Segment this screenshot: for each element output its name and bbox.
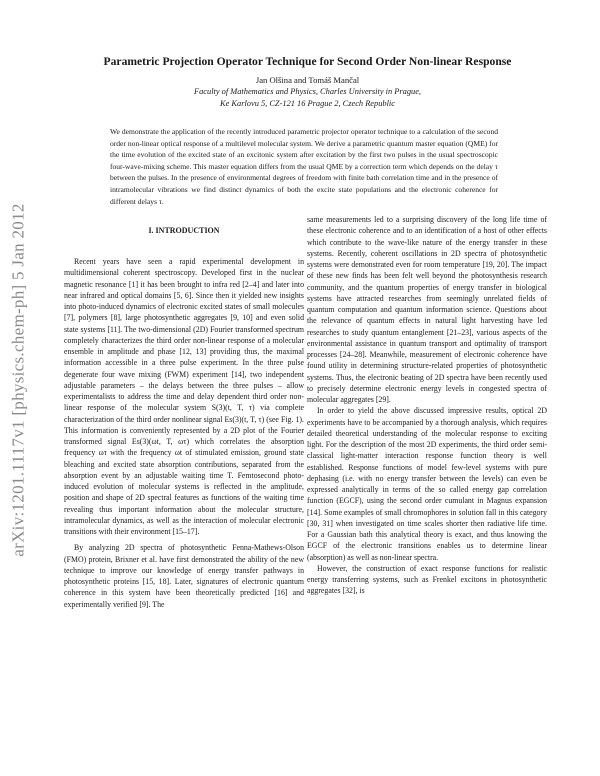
paragraph: In order to yield the above discussed impressive results, optical 2D experiments have to be accompanied by a thorough analysis, which requires detailed theoretical understanding of the molecular response to exciting light. For the description of the most 2D experiments, the third order semi-classical light-matter interaction response function theory is well established. Response functions of model few-level systems with pure dephasing (i.e. with no energy transfer between the levels) can even be expressed analytically in terms of the so called energy gap correlation function (EGCF), using the second order cumulant in Magnus expansion [14]. Some examples of small chromophores in solution fall in this category [30, 31] when investigated on time scales shorter then radiative life time. For a Gaussian bath this analytical theory is exact, and thus knowing the EGCF of the electronic transitions enables us to determine linear (absorption) as well as non-linear spectra. — [307, 406, 547, 562]
paragraph: Recent years have seen a rapid experimental development in multidimensional coherent spectroscopy. Developed first in the nuclear magnetic resonance [1] it has been brought to infra red [2–4] and later into near infrared and optical domains [5, 6]. Since then it yielded new insights into photo-induced dynamics of electronic excited states of small molecules [7], polymers [8], large photosynthetic aggregates [9, 10] and even solid state systems [11]. The two-dimensional (2D) Fourier transformed spectrum completely characterizes the third order non-linear response of a molecular ensemble in amplitude and phase [12, 13] providing thus, the maximal information accessible in a three pulse experiment. In the three pulse degenerate four wave mixing (FWM) experiment [14], two independent adjustable parameters – the delays between the three pulses – allow experimentalists to address the time and delay dependent third order non-linear response of the molecular system S(3)(t, T, τ) via complete characterization of the third order nonlinear signal Es(3)(t, T, τ) (see Fig. 1). This information is conveniently represented by a 2D plot of the Fourier transformed signal Es(3)(ωt, T, ωτ) which correlates the absorption frequency ωτ with the frequency ωt of stimulated emission, ground state bleaching and excited state absorption contributions, separated from the absorption event by an adjustable waiting time T. Femtosecond photo-induced evolution of molecular systems is reflected in the amplitude, position and shape of 2D spectral features as functions of the waiting time revealing thus important information about the molecular structure, intramolecular dynamics, as well as the interaction of molecular electronic transitions with their environment [15–17]. — [64, 257, 304, 536]
affiliation-line: Ke Karlovu 5, CZ-121 16 Prague 2, Czech Republic — [220, 98, 395, 108]
paragraph: However, the construction of exact response functions for realistic energy transferring systems, such as Frenkel excitons in photosynthetic aggregates [32], is — [307, 563, 547, 596]
arxiv-id-text: arXiv:1201.1117v1 [physics.chem-ph] 5 Jan 2012 — [9, 203, 28, 557]
affiliation — [60, 86, 555, 109]
section-heading: I. INTRODUCTION — [148, 226, 220, 235]
right-column — [307, 214, 547, 597]
arxiv-identifier — [7, 150, 31, 610]
paragraph: same measurements led to a surprising discovery of the long life time of these electronic coherence and to an identification of a host of other effects which contribute to the wave-like nature of the energy transfer in these systems. Recently, coherent oscillations in 2D spectra of photosynthetic systems were demonstrated even for room temperature [19, 20]. The impact of these new finds has been felt well beyond the photosynthesis research community, and the quantum properties of energy transfer in biological systems have attracted researches from seemingly unrelated fields of quantum computation and quantum information science. Questions about the relevance of quantum effects in natural light harvesting have led researches to study quantum entanglement [21–23], various aspects of the environmental assistance in quantum transport and optimality of transport processes [24–28]. Meanwhile, measurement of electronic coherence have found utility in determining structure-related properties of photosynthetic systems. Thus, the electronic beating of 2D spectra have been recently used to precisely determine electronic energy levels in congested spectra of molecular aggregates [29]. — [307, 215, 547, 404]
abstract: We demonstrate the application of the recently introduced parametric projector operator technique to a calculation of the second order non-linear optical response of a multilevel molecular system. We derive a parametric quantum master equation (QME) for the time evolution of the excited state of an excitonic system after excitation by the first two pulses in the usual spectroscopic four-wave-mixing scheme. This master equation differs from the usual QME by a correction term which depends on the delay τ between the pulses. In the presence of environmental degrees of freedom with finite bath correlation time and in the presence of intramolecular vibrations we find distinct dynamics of both the excite state populations and the electronic coherence for different delays τ. — [110, 127, 498, 206]
authors: Jan Olšina and Tomáš Mančal — [255, 75, 360, 85]
left-column — [64, 225, 304, 610]
affiliation-line: Faculty of Mathematics and Physics, Charles University in Prague, — [193, 87, 422, 96]
paper-title: Parametric Projection Operator Technique for Second Order Non-linear Response — [103, 55, 512, 68]
paragraph: By analyzing 2D spectra of photosynthetic Fenna-Mathews-Olson (FMO) protein, Brixner et al. have first demonstrated the ability of the new technique to improve our knowledge of energy transfer pathways in photosynthetic proteins [15, 18]. Later, signatures of electronic quantum coherence in this system have been theoretically predicted [16] and experimentally verified [9]. The — [64, 543, 304, 609]
